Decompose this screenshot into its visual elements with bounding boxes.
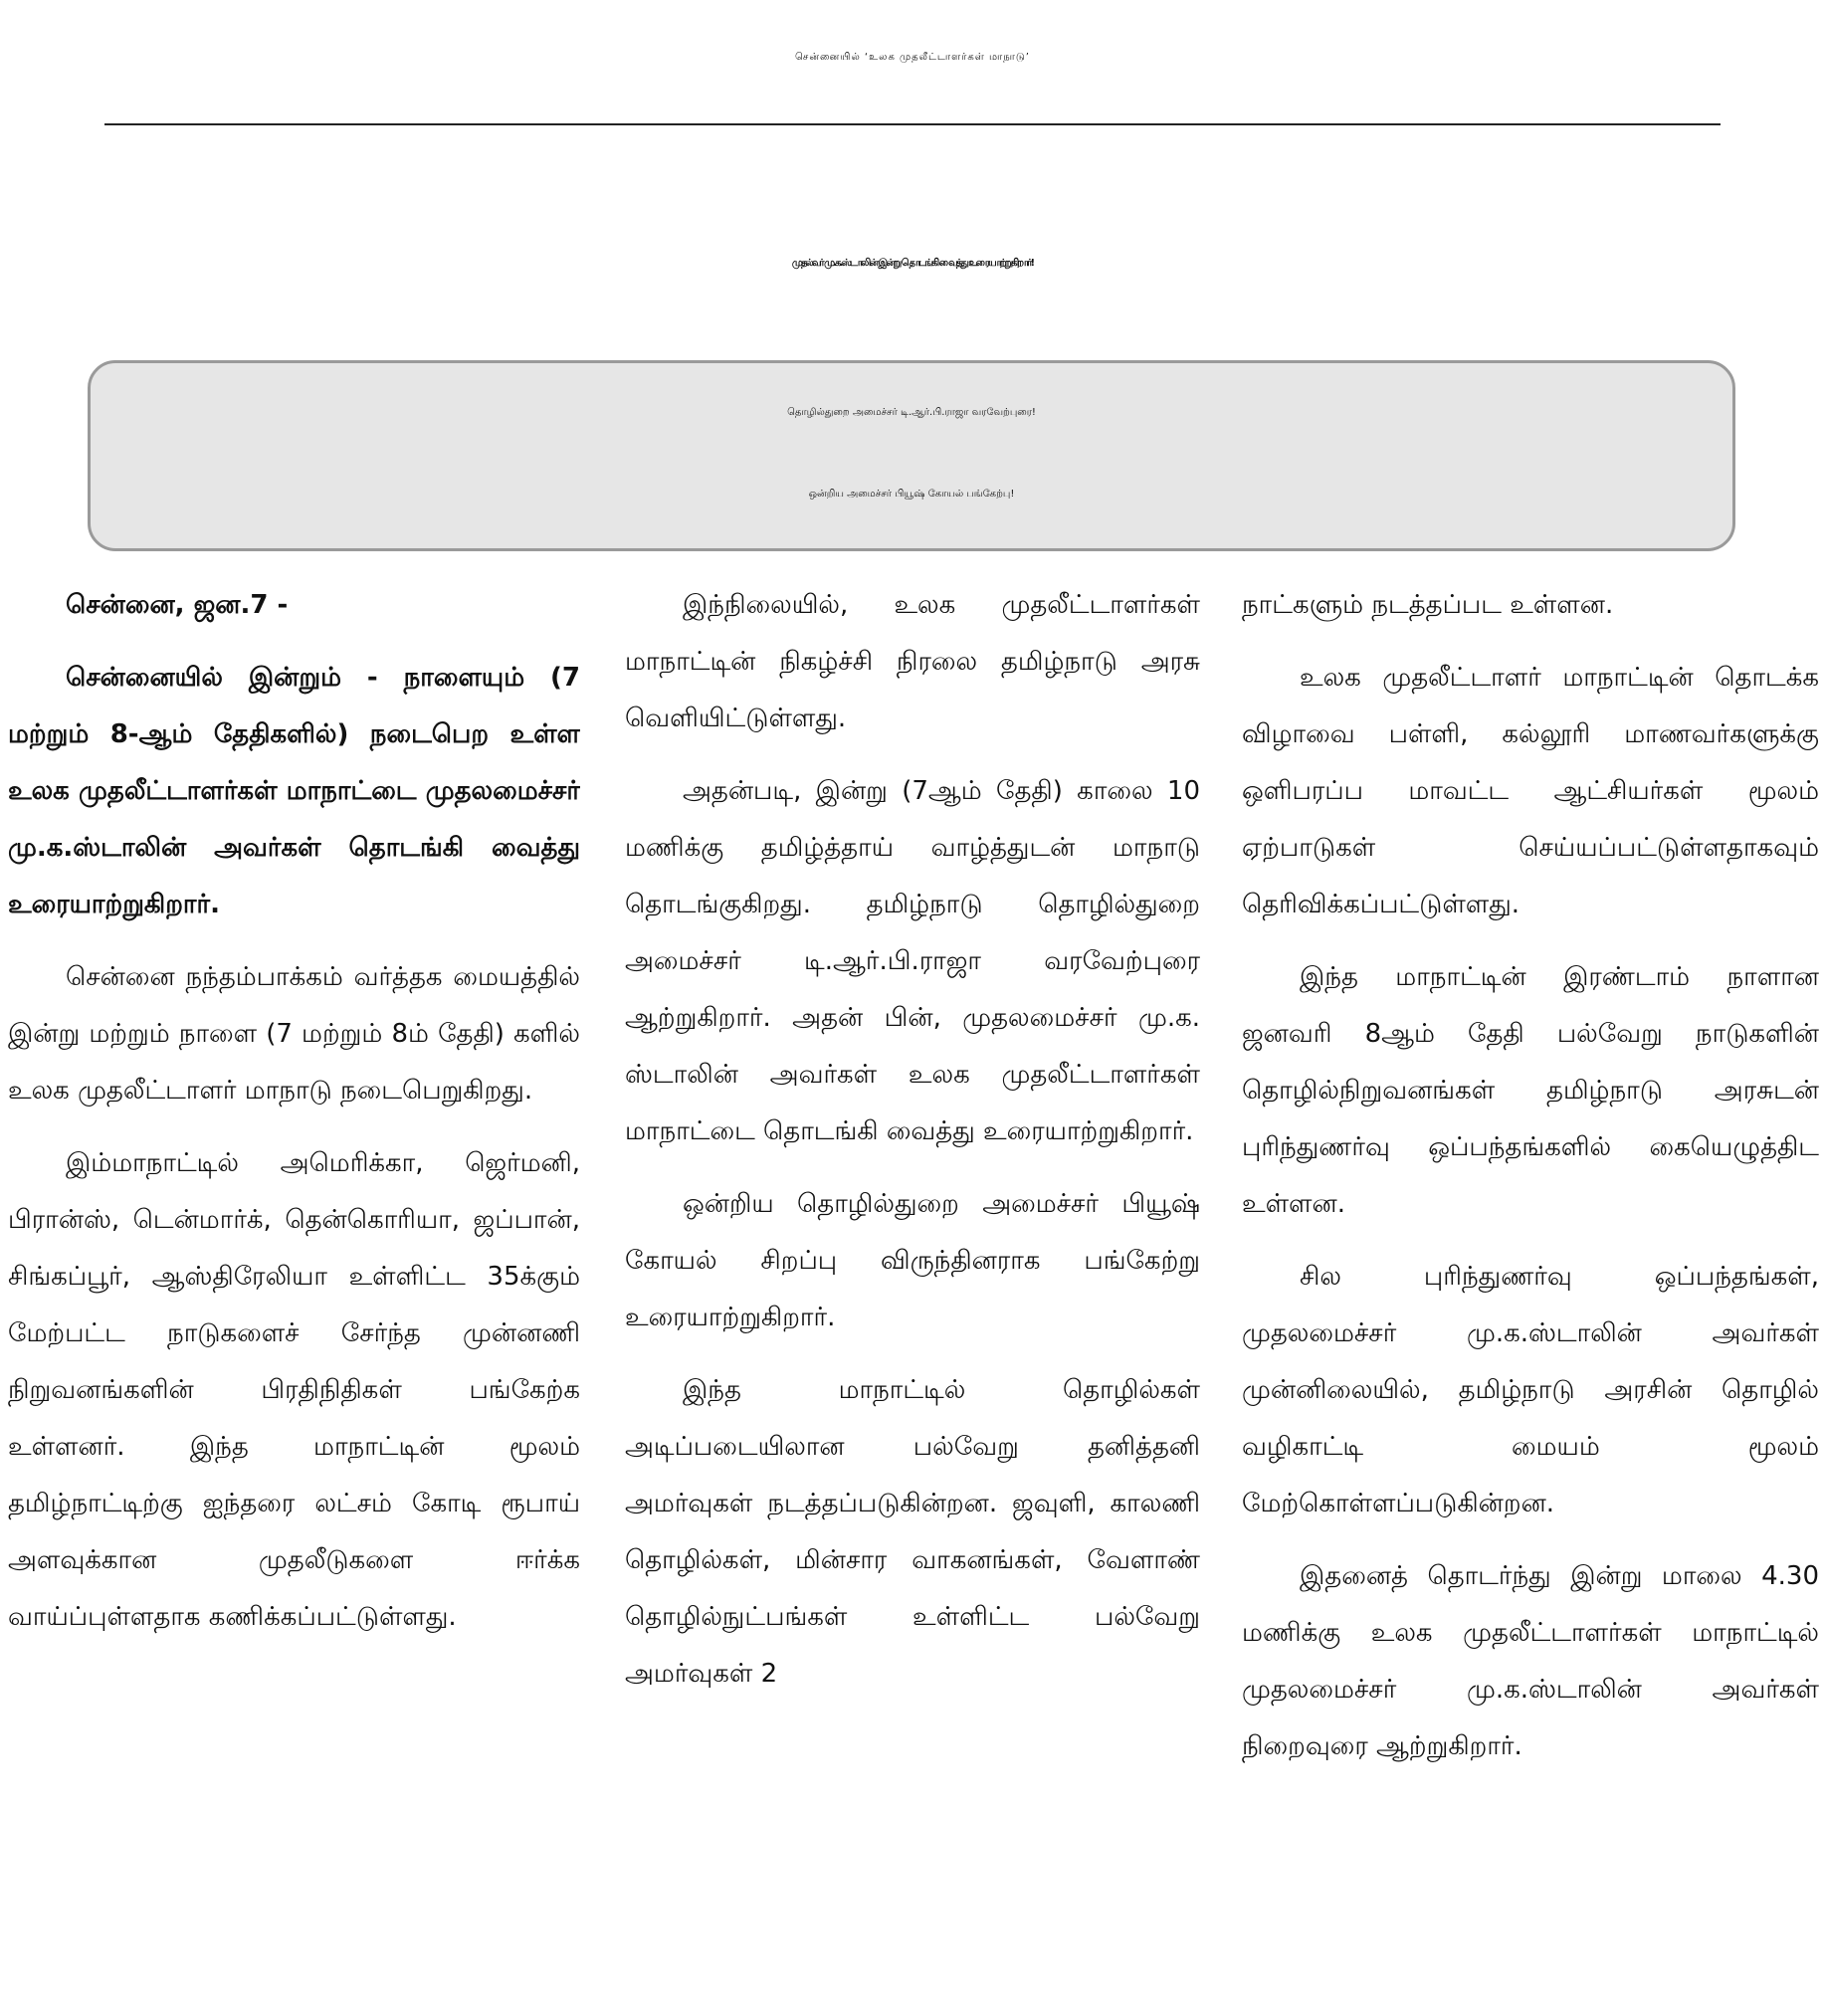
body-paragraph: சில புரிந்துணர்வு ஒப்பந்தங்கள், முதலமைச்சர் மு.க.ஸ்டாலின் அவர்கள் முன்னிலையில், தமிழ்நாடு அரசின் தொழில் வழிகாட்டி மையம் மூலம் மேற்கொள்ளப்படுகின்றன. bbox=[1242, 1262, 1819, 1518]
kicker-headline: சென்னையில் ‘உலக முதலீட்டாளர்கள் மாநாடு’ bbox=[795, 52, 1030, 63]
article-column-1 bbox=[8, 577, 580, 2000]
body-paragraph: சென்னை நந்தம்பாக்கம் வர்த்தக மையத்தில் இன்று மற்றும் நாளை (7 மற்றும் 8ம் தேதி) களில் உலக முதலீட்டாளர் மாநாடு நடைபெறுகிறது. bbox=[8, 962, 580, 1106]
subhead-line: ஒன்றிய அமைச்சர் பியூஷ் கோயல் பங்கேற்பு! bbox=[808, 489, 1015, 500]
body-paragraph-continued: நாட்களும் நடத்தப்பட உள்ளன. bbox=[1242, 590, 1614, 620]
dateline: சென்னை, ஜன.7 - bbox=[66, 590, 289, 620]
article-column-3 bbox=[1242, 577, 1819, 2000]
body-paragraph: இந்த மாநாட்டின் இரண்டாம் நாளான ஜனவரி 8ஆம் தேதி பல்வேறு நாடுகளின் தொழில்நிறுவனங்கள் தமிழ்நாடு அரசுடன் புரிந்துணர்வு ஒப்பந்தங்களில் கையெழுத்திட உள்ளன. bbox=[1242, 962, 1819, 1219]
body-paragraph: இதனைத் தொடர்ந்து இன்று மாலை 4.30 மணிக்கு உலக முதலீட்டாளர்கள் மாநாட்டில் முதலமைச்சர் மு.க.ஸ்டாலின் அவர்கள் நிறைவுரை ஆற்றுகிறார். bbox=[1242, 1561, 1819, 1761]
subhead-line: தொழில்துறை அமைச்சர் டி.ஆர்.பி.ராஜா வரவேற்புரை! bbox=[787, 407, 1036, 418]
body-paragraph: அதன்படி, இன்று (7ஆம் தேதி) காலை 10 மணிக்கு தமிழ்த்தாய் வாழ்த்துடன் மாநாடு தொடங்குகிறது. தமிழ்நாடு தொழில்துறை அமைச்சர் டி.ஆர்.பி.ராஜா வரவேற்புரை ஆற்றுகிறார். அதன் பின், முதலமைச்சர் மு.க. ஸ்டாலின் அவர்கள் உலக முதலீட்டாளர்கள் மாநாட்டை தொடங்கி வைத்து உரையாற்றுகிறார். bbox=[625, 776, 1200, 1146]
body-paragraph: உலக முதலீட்டாளர் மாநாட்டின் தொடக்க விழாவை பள்ளி, கல்லூரி மாணவர்களுக்கு ஒளிபரப்ப மாவட்ட ஆட்சியர்கள் மூலம் ஏற்பாடுகள் செய்யப்பட்டுள்ளதாகவும் தெரிவிக்கப்பட்டுள்ளது. bbox=[1242, 663, 1819, 919]
body-paragraph: ஒன்றிய தொழில்துறை அமைச்சர் பியூஷ் கோயல் சிறப்பு விருந்தினராக பங்கேற்று உரையாற்றுகிறார். bbox=[625, 1189, 1200, 1332]
body-paragraph: இம்மாநாட்டில் அமெரிக்கா, ஜெர்மனி, பிரான்ஸ், டென்மார்க், தென்கொரியா, ஜப்பான், சிங்கப்பூர், ஆஸ்திரேலியா உள்ளிட்ட 35க்கும் மேற்பட்ட நாடுகளைச் சேர்ந்த முன்னணி நிறுவனங்களின் பிரதிநிதிகள் பங்கேற்க உள்ளனர். இந்த மாநாட்டின் மூலம் தமிழ்நாட்டிற்கு ஐந்தரை லட்சம் கோடி ரூபாய் அளவுக்கான முதலீடுகளை ஈர்க்க வாய்ப்புள்ளதாக கணிக்கப்பட்டுள்ளது. bbox=[8, 1148, 580, 1632]
body-paragraph: இந்நிலையில், உலக முதலீட்டாளர்கள் மாநாட்டின் நிகழ்ச்சி நிரலை தமிழ்நாடு அரசு வெளியிட்டுள்ளது. bbox=[625, 590, 1200, 733]
body-paragraph: இந்த மாநாட்டில் தொழில்கள் அடிப்படையிலான பல்வேறு தனித்தனி அமர்வுகள் நடத்தப்படுகின்றன. ஜவுளி, காலணி தொழில்கள், மின்சார வாகனங்கள், வேளாண் தொழில்நுட்பங்கள் உள்ளிட்ட பல்வேறு அமர்வுகள் 2 bbox=[625, 1375, 1200, 1689]
main-headline: முதல்வர் மு.க.ஸ்டாலின் இன்று தொடங்கி வைத்து உரையாற்றுகிறார்! bbox=[791, 258, 1034, 269]
lead-paragraph: சென்னையில் இன்றும் - நாளையும் (7 மற்றும் 8-ஆம் தேதிகளில்) நடைபெற உள்ள உலக முதலீட்டாளர்கள் மாநாட்டை முதலமைச்சர் மு.க.ஸ்டாலின் அவர்கள் தொடங்கி வைத்து உரையாற்றுகிறார். bbox=[8, 663, 580, 919]
subhead-box bbox=[88, 360, 1735, 551]
headline-divider bbox=[104, 123, 1721, 125]
article-column-2 bbox=[625, 577, 1200, 2000]
